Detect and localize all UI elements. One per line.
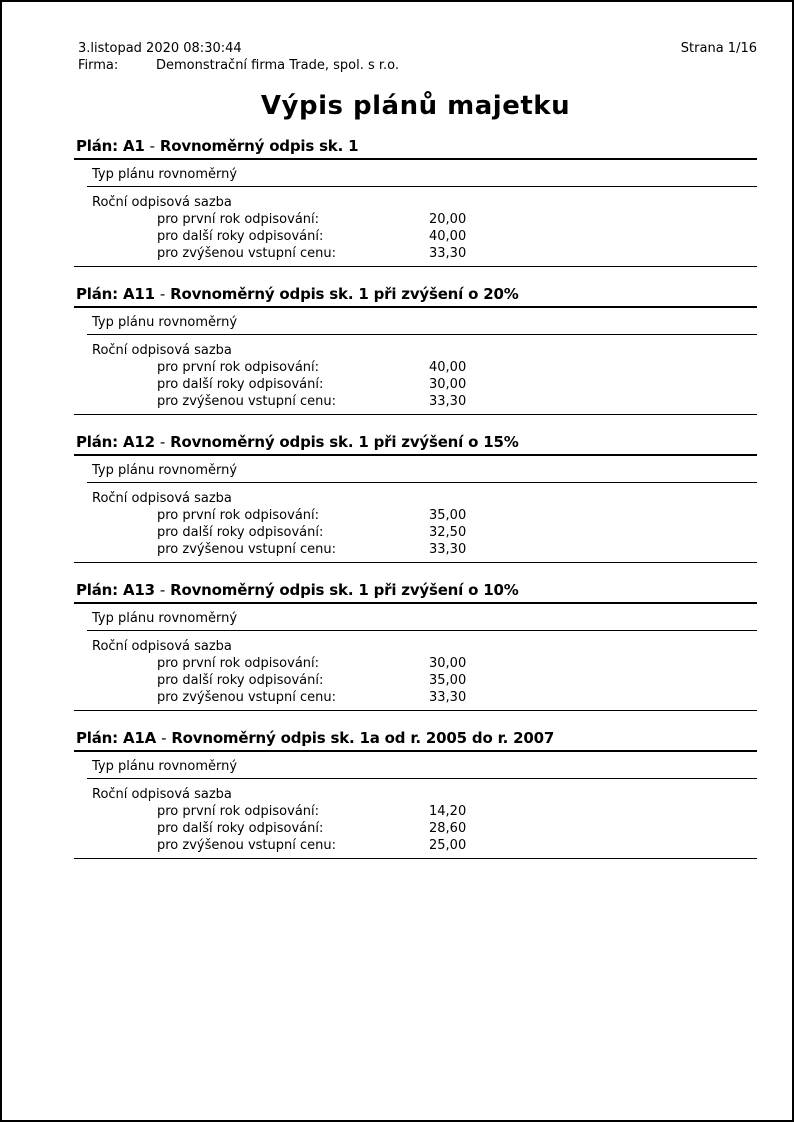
row-label: pro první rok odpisování: <box>157 804 320 819</box>
plan-separator: - <box>159 285 166 303</box>
row-label: pro další roky odpisování: <box>157 673 324 688</box>
rate-header: Roční odpisová sazba <box>92 787 232 802</box>
row-value: 35,00 <box>429 508 467 523</box>
detail-row-increased-price <box>157 541 757 558</box>
plan-separator: - <box>159 581 166 599</box>
plan-details <box>74 779 757 859</box>
plan-name: Rovnoměrný odpis sk. 1 při zvýšení o 10% <box>170 581 519 599</box>
plan-code: A11 <box>122 285 155 303</box>
plan-prefix: Plán: <box>76 729 118 747</box>
plan-details <box>74 187 757 267</box>
row-value: 30,00 <box>429 377 467 392</box>
plan-type: Typ plánu rovnoměrný <box>87 752 757 779</box>
rate-header: Roční odpisová sazba <box>92 639 232 654</box>
rate-header: Roční odpisová sazba <box>92 343 232 358</box>
row-label: pro další roky odpisování: <box>157 229 324 244</box>
plan-heading <box>74 730 757 752</box>
plan-prefix: Plán: <box>76 137 118 155</box>
detail-row-first-year <box>157 803 757 820</box>
detail-row-first-year <box>157 211 757 228</box>
detail-row-next-years <box>157 524 757 541</box>
rate-header: Roční odpisová sazba <box>92 195 232 210</box>
plan-prefix: Plán: <box>76 433 118 451</box>
plan-separator: - <box>149 137 155 155</box>
detail-row-increased-price <box>157 393 757 410</box>
plan-heading <box>74 582 757 604</box>
firm-label: Firma: <box>78 58 119 73</box>
report-title: Výpis plánů majetku <box>260 91 571 121</box>
plan-code: A1A <box>122 729 157 747</box>
row-value: 25,00 <box>429 838 467 853</box>
detail-row-next-years <box>157 820 757 837</box>
report-content <box>74 40 757 859</box>
plan-heading <box>74 434 757 456</box>
row-value: 33,30 <box>429 246 467 261</box>
plan-name: Rovnoměrný odpis sk. 1a od r. 2005 do r. 2007 <box>171 729 555 747</box>
detail-row-increased-price <box>157 837 757 854</box>
detail-row-next-years <box>157 672 757 689</box>
firm-row <box>78 57 399 74</box>
plan-name: Rovnoměrný odpis sk. 1 při zvýšení o 15% <box>170 433 519 451</box>
plan-name: Rovnoměrný odpis sk. 1 <box>159 137 359 155</box>
detail-row-first-year <box>157 655 757 672</box>
row-label: pro zvýšenou vstupní cenu: <box>157 246 336 261</box>
plan-section-a1a <box>74 730 757 859</box>
row-label: pro další roky odpisování: <box>157 377 324 392</box>
row-label: pro zvýšenou vstupní cenu: <box>157 394 336 409</box>
row-label: pro zvýšenou vstupní cenu: <box>157 690 336 705</box>
plan-type: Typ plánu rovnoměrný <box>87 160 757 187</box>
plan-code: A12 <box>122 433 155 451</box>
header-left <box>78 40 399 74</box>
row-label: pro první rok odpisování: <box>157 212 320 227</box>
row-label: pro první rok odpisování: <box>157 656 320 671</box>
row-label: pro zvýšenou vstupní cenu: <box>157 838 336 853</box>
detail-row-first-year <box>157 359 757 376</box>
row-value: 33,30 <box>429 542 467 557</box>
detail-row-next-years <box>157 376 757 393</box>
page-number: Strana 1/16 <box>680 41 757 56</box>
plan-section-a13 <box>74 582 757 711</box>
row-label: pro další roky odpisování: <box>157 821 324 836</box>
rate-header: Roční odpisová sazba <box>92 491 232 506</box>
detail-row-increased-price <box>157 689 757 706</box>
row-label: pro zvýšenou vstupní cenu: <box>157 542 336 557</box>
plan-prefix: Plán: <box>76 285 118 303</box>
plan-section-a1 <box>74 138 757 267</box>
plan-details <box>74 631 757 711</box>
row-value: 40,00 <box>429 229 467 244</box>
plan-separator: - <box>161 729 167 747</box>
plan-details <box>74 335 757 415</box>
plan-section-a12 <box>74 434 757 563</box>
row-value: 14,20 <box>429 804 467 819</box>
row-value: 32,50 <box>429 525 467 540</box>
row-value: 40,00 <box>429 360 467 375</box>
firm-name: Demonstrační firma Trade, spol. s r.o. <box>156 58 400 73</box>
row-value: 30,00 <box>429 656 467 671</box>
plan-heading <box>74 286 757 308</box>
plan-prefix: Plán: <box>76 581 118 599</box>
row-value: 33,30 <box>429 690 467 705</box>
plan-section-a11 <box>74 286 757 415</box>
row-value: 20,00 <box>429 212 467 227</box>
detail-row-increased-price <box>157 245 757 262</box>
plan-type: Typ plánu rovnoměrný <box>87 604 757 631</box>
row-value: 28,60 <box>429 821 467 836</box>
detail-row-next-years <box>157 228 757 245</box>
plan-code: A13 <box>122 581 155 599</box>
row-label: pro další roky odpisování: <box>157 525 324 540</box>
detail-row-first-year <box>157 507 757 524</box>
row-value: 33,30 <box>429 394 467 409</box>
plan-name: Rovnoměrný odpis sk. 1 při zvýšení o 20% <box>170 285 519 303</box>
plan-type: Typ plánu rovnoměrný <box>87 308 757 335</box>
plan-heading <box>74 138 757 160</box>
report-header <box>74 40 757 74</box>
plan-code: A1 <box>122 137 145 155</box>
row-label: pro první rok odpisování: <box>157 508 320 523</box>
plan-separator: - <box>159 433 166 451</box>
report-datetime: 3.listopad 2020 08:30:44 <box>78 41 242 56</box>
row-label: pro první rok odpisování: <box>157 360 320 375</box>
row-value: 35,00 <box>429 673 467 688</box>
plan-type: Typ plánu rovnoměrný <box>87 456 757 483</box>
plan-details <box>74 483 757 563</box>
